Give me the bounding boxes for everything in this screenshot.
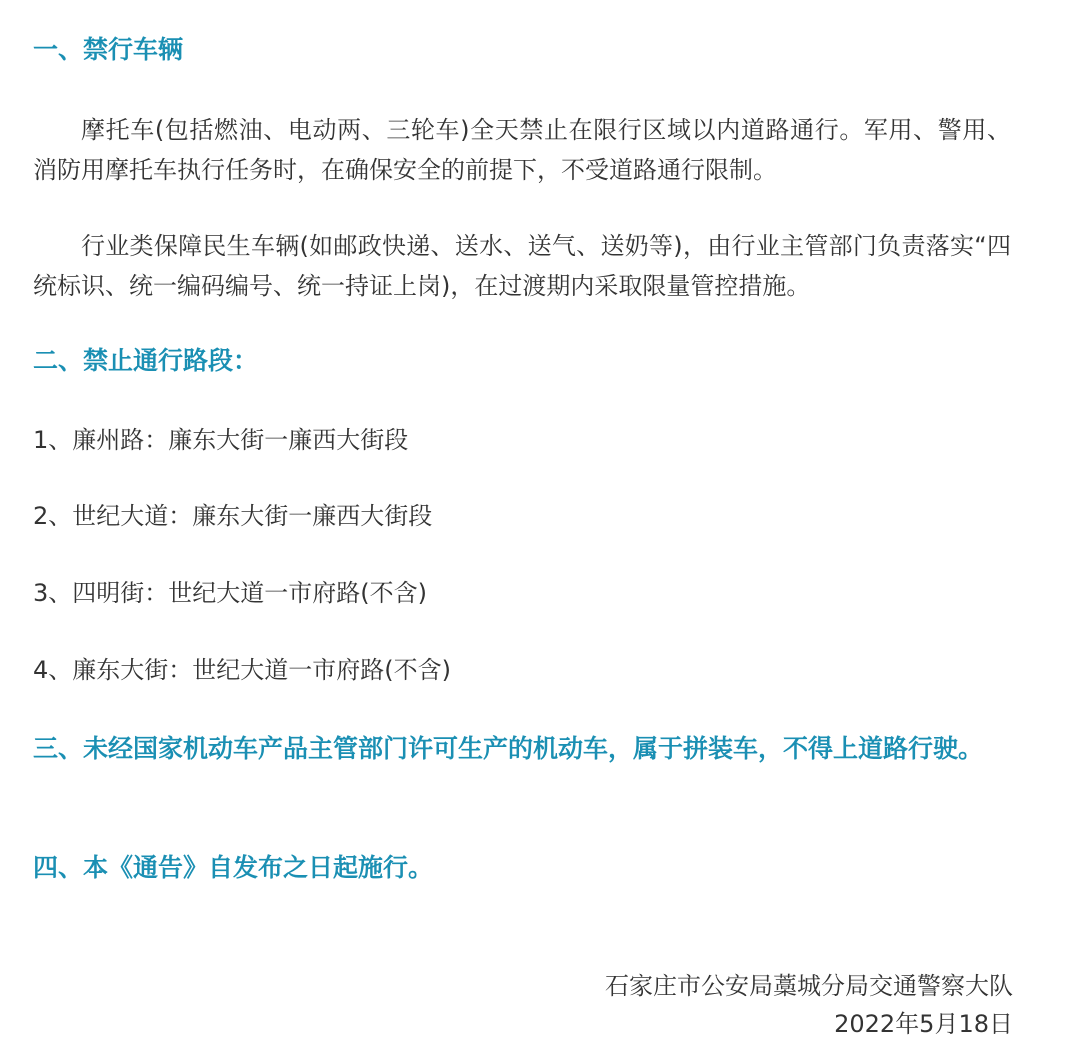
section-1-heading: 一、禁行车辆 — [33, 35, 184, 64]
section-4-heading: 四、本《通告》自发布之日起施行。 — [33, 853, 434, 882]
road-item-3: 3、四明街：世纪大道一市府路(不含) — [33, 579, 427, 607]
section-1-paragraph-1: 摩托车(包括燃油、电动两、三轮车)全天禁止在限行区域以内道路通行。军用、警用、消防用摩托车执行任务时，在确保安全的前提下，不受道路通行限制。 — [33, 116, 1011, 184]
section-1-paragraph-2: 行业类保障民生车辆(如邮政快递、送水、送气、送奶等)，由行业主管部门负责落实“四统标识、统一编码编号、统一持证上岗)，在过渡期内采取限量管控措施。 — [33, 232, 1011, 300]
signature-organization: 石家庄市公安局藁城分局交通警察大队 — [605, 972, 1013, 1000]
road-item-1: 1、廉州路：廉东大街一廉西大街段 — [33, 426, 409, 454]
section-2-heading: 二、禁止通行路段： — [33, 346, 259, 375]
road-item-2: 2、世纪大道：廉东大街一廉西大街段 — [33, 502, 433, 530]
section-3-heading: 三、未经国家机动车产品主管部门许可生产的机动车，属于拼装车，不得上道路行驶。 — [33, 734, 984, 763]
road-item-4: 4、廉东大街：世纪大道一市府路(不含) — [33, 656, 451, 684]
signature-date: 2022年5月18日 — [834, 1010, 1013, 1038]
